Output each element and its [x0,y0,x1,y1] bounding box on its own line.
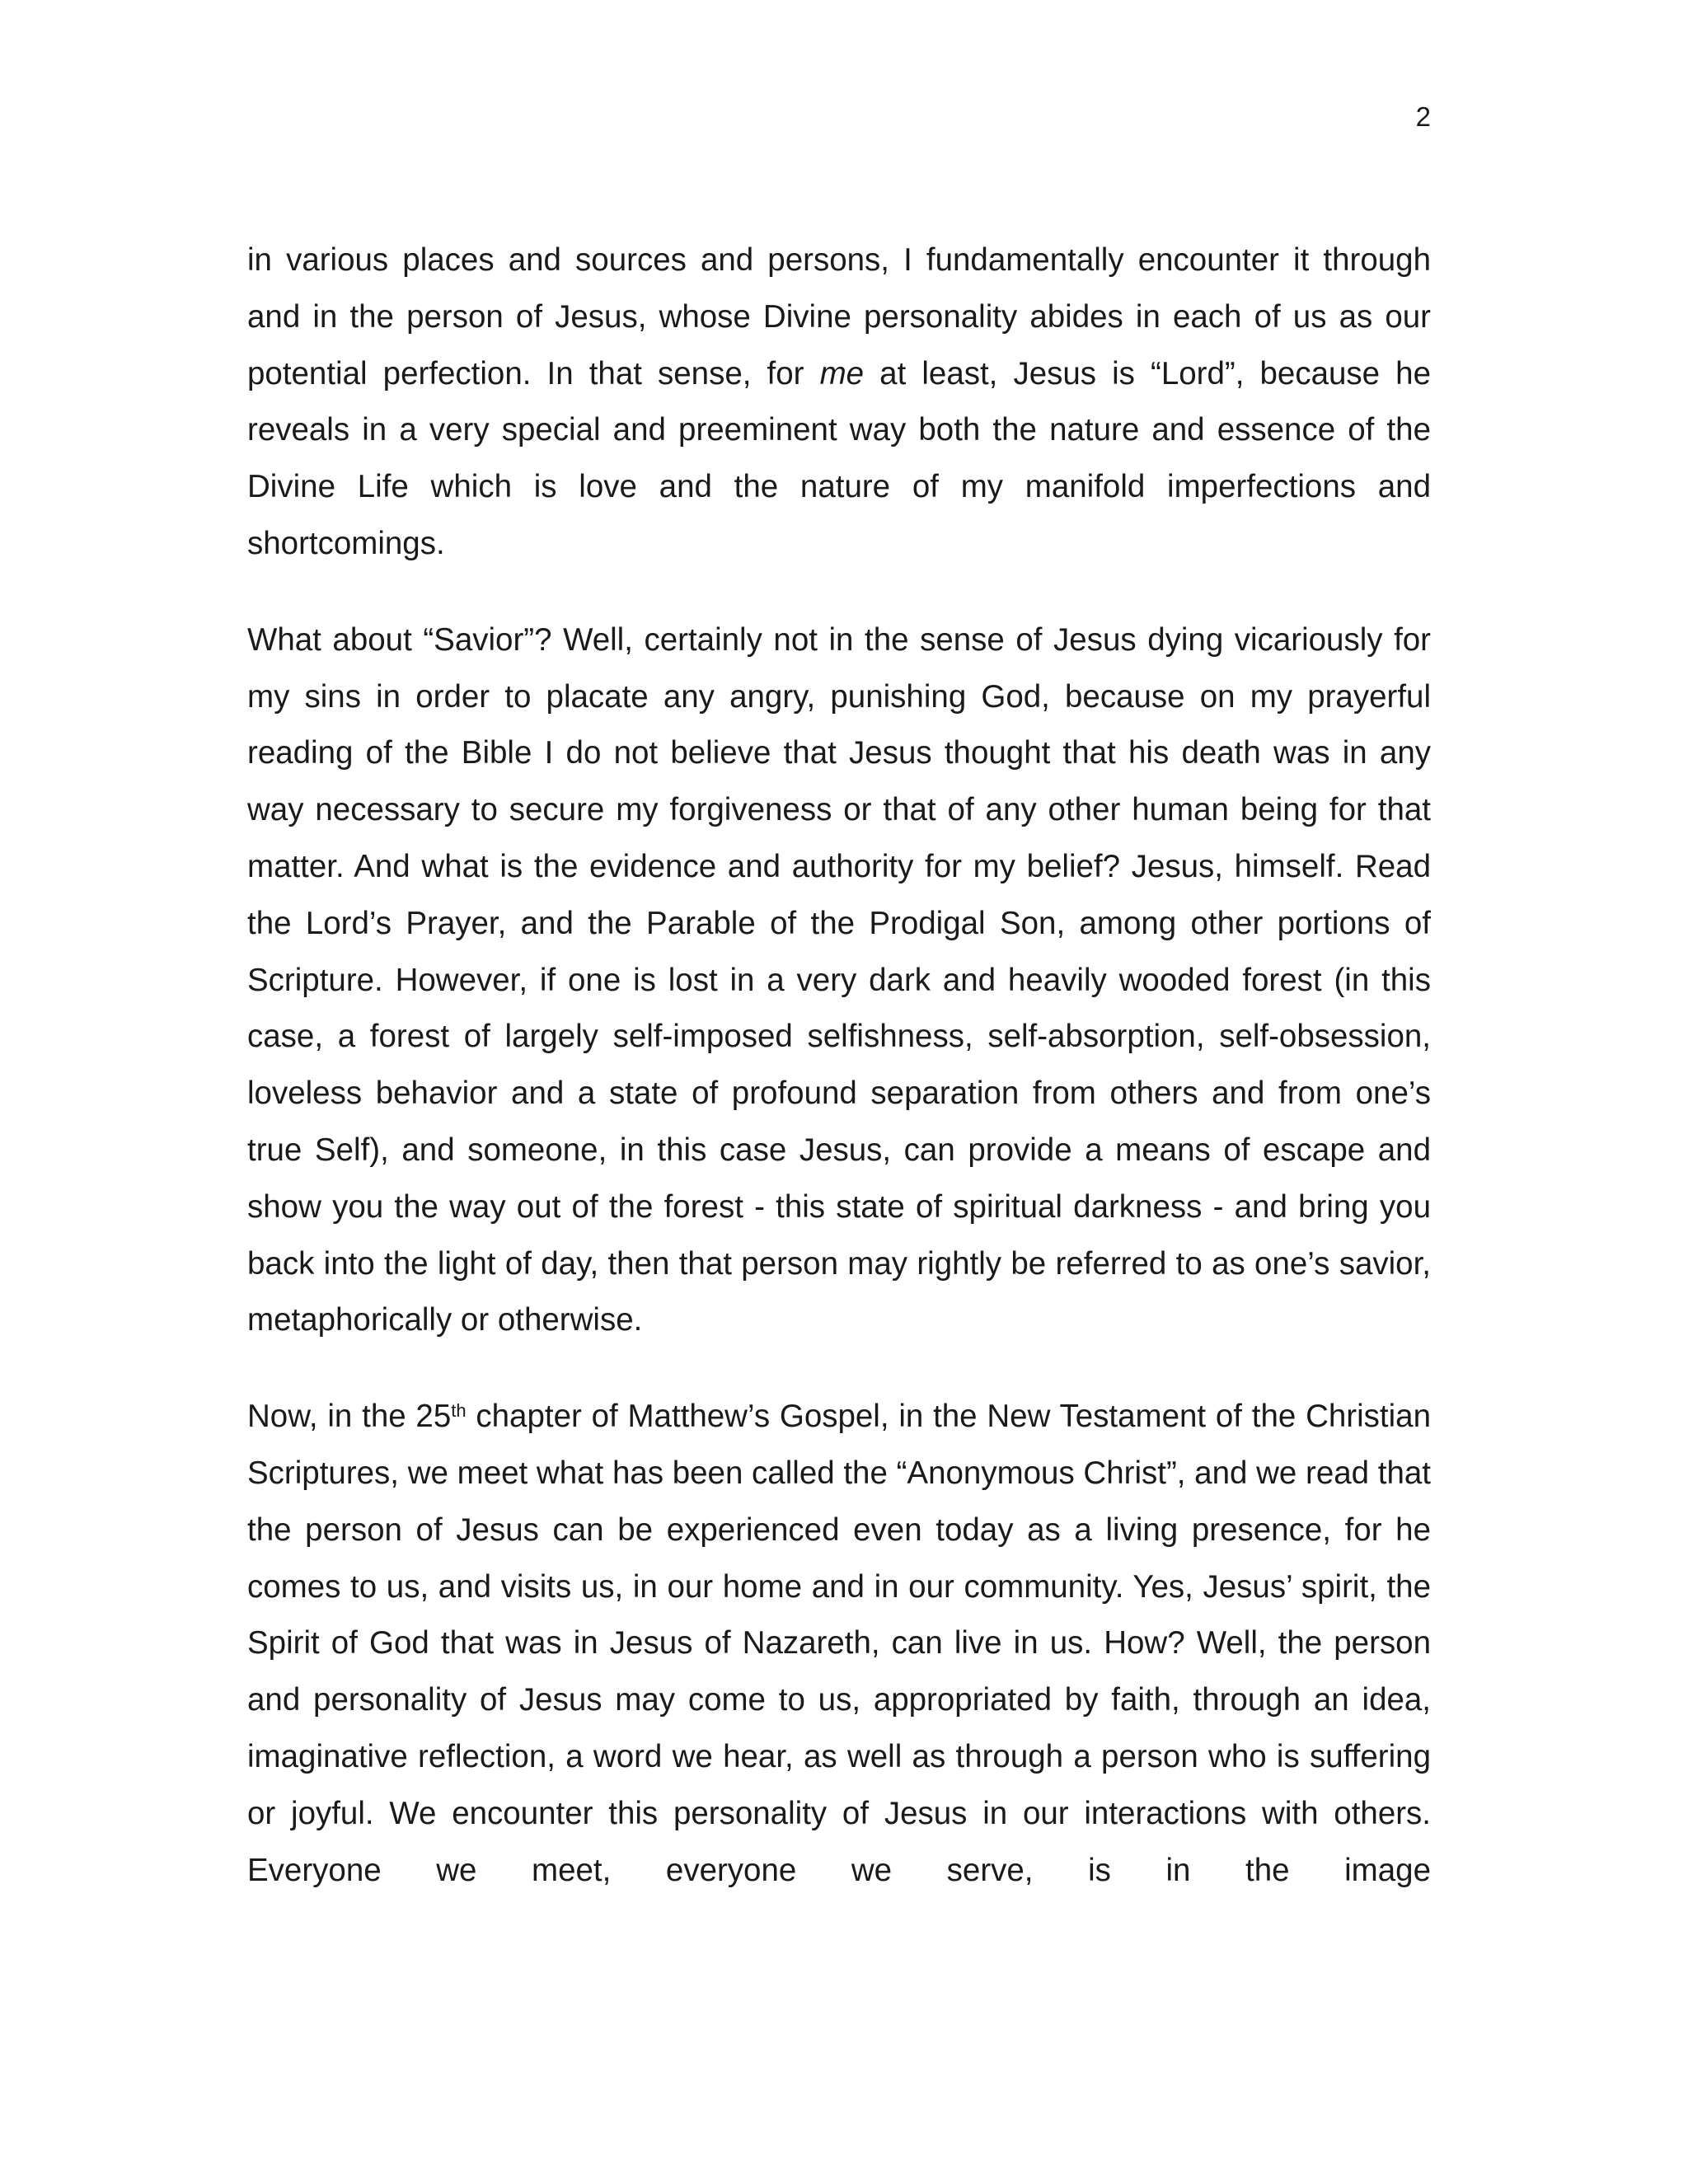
page-number: 2 [1415,101,1431,132]
paragraph-lord-text-start: in various places and sources and persons, I fundamentally encounter it through and in the person of Jesus, whose Divine personality abides in each of us as our potential perfection. In that sense, for [247,242,1431,391]
paragraph-lord [247,232,1431,573]
paragraph-savior: What about “Savior”? Well, certainly not in the sense of Jesus dying vicariously for my sins in order to placate any angry, punishing God, because on my prayerful reading of the Bible I do not believe that Jesus thought that his death was in any way necessary to secure my forgiveness or that of any other human being for that matter. And what is the evidence and authority for my belief? Jesus, himself. Read the Lord’s Prayer, and the Parable of the Prodigal Son, among other portions of Scripture. However, if one is lost in a very dark and heavily wooded forest (in this case, a forest of largely self-imposed selfishness, self-absorption, self-obsession, loveless behavior and a state of profound separation from others and from one’s true Self), and someone, in this case Jesus, can provide a means of escape and show you the way out of the forest - this state of spiritual darkness - and bring you back into the light of day, then that person may rightly be referred to as one’s savior, metaphorically or otherwise. [247,621,1431,1338]
paragraph-matthew-text-start: Now, in the 25 [247,1399,452,1435]
paragraph-anonymous-christ [247,1389,1431,1899]
body-text [247,232,1431,1938]
paragraph-matthew-text-end: chapter of Matthew’s Gospel, in the New Testament of the Christian Scriptures, we meet what has been called the “Anonymous Christ”, and we read that the person of Jesus can be experienced even today as a living presence, for he comes to us, and visits us, in our home and in our community. Yes, Jesus’ spirit, the Spirit of God that was in Jesus of Nazareth, can live in us. How? Well, the person and personality of Jesus may come to us, appropriated by faith, through an idea, imaginative reflection, a word we hear, as well as through a person who is suffering or joyful. We encounter this personality of Jesus in our interactions with others. Everyone we meet, everyone we serve, is in the image [247,1399,1431,1888]
paragraph-lord-text-end: at least, Jesus is “Lord”, because he reveals in a very special and preeminent way both the nature and essence of the Divine Life which is love and the nature of my manifold imperfections and shortcomings. [247,355,1431,561]
ordinal-superscript: th [451,1400,467,1422]
emphasis-me: me [819,355,865,391]
